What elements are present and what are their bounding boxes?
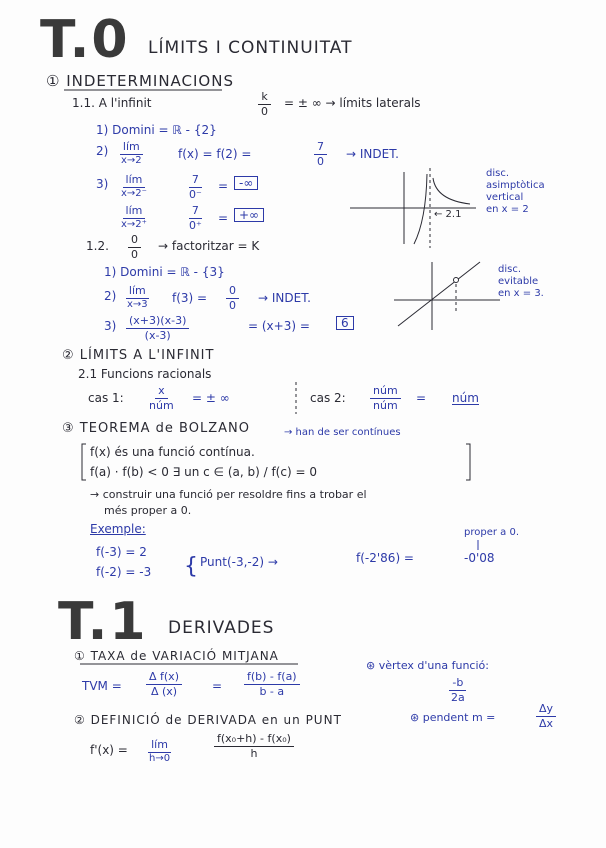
fraction-0-over-0-b: $\frac{0}{0}$	[226, 284, 239, 313]
tvm-label: TVM =	[82, 679, 122, 693]
subsection-rational-functions: 2.1 Funcions racionals	[78, 367, 212, 381]
step-2-fx: f(x) = f(2) =	[178, 147, 252, 161]
note-avoidable-discontinuity: disc. evitable en x = 3.	[498, 264, 544, 299]
example-f-minus3: f(-3) = 2	[96, 545, 147, 559]
fraction-7-over-0-minus: $\frac{7}{0^-}$	[189, 173, 202, 201]
limit-h-to-0: lím h→0	[149, 738, 171, 764]
case1-result: = ± ∞	[192, 391, 230, 405]
case2-equals: =	[416, 391, 427, 405]
simplified-expression: = (x+3) =	[248, 319, 310, 333]
step-2b-fx: f(3) =	[172, 291, 208, 305]
section-heading-bolzano: ③ TEOREMA de BOLZANO	[62, 421, 250, 436]
fraction-vertex: $\frac{-b}{2a}$	[451, 676, 465, 704]
fraction-difference-quotient: $\frac{\text{f(x₀+h) - f(x₀)}}{h}$	[214, 732, 294, 761]
graph1-right-branch	[433, 178, 470, 204]
step-2-label: 2)	[96, 144, 109, 158]
case2-label: cas 2:	[310, 391, 346, 405]
graph2-line	[398, 262, 480, 326]
tvm-equals: =	[212, 679, 223, 693]
step-domain-2: 1) Domini = ℝ - {3}	[104, 265, 225, 279]
fraction-k-over-0: $\frac{k}{0}$	[258, 90, 271, 119]
section-heading-tvm: ① TAXA de VARIACIÓ MITJANA	[74, 649, 279, 663]
fraction-factorized: $\frac{(x+3)(x-3)}{(x-3)}$	[126, 314, 189, 343]
example-point: Punt(-3,-2) →	[200, 555, 278, 569]
asymptote-graph	[350, 168, 476, 248]
step-3-label: 3)	[96, 177, 109, 191]
limit-x-to-3: lím x→3	[127, 284, 148, 310]
fraction-7-over-0-plus: $\frac{7}{0^+}$	[189, 204, 202, 232]
removable-graph	[394, 262, 500, 330]
section-heading-indeterminacions: ① INDETERMINACIONS	[46, 72, 234, 90]
bolzano-right-bracket	[466, 444, 470, 480]
subsection-1-2: 1.2.	[86, 239, 109, 253]
fraction-secant-slope: $\frac{f(b) - f(a)}{b - a}$	[244, 670, 300, 699]
lateral-limits-note: = ± ∞ → límits laterals	[284, 96, 421, 110]
case1-label: cas 1:	[88, 391, 124, 405]
example-f-value: f(-2'86) =	[356, 551, 414, 565]
subsection-1-1: 1.1. A l'infinit	[72, 96, 152, 110]
bolzano-procedure-1: → construir una funció per resoldre fins a trobar el	[90, 488, 367, 501]
bolzano-aside: → han de ser contínues	[284, 427, 401, 438]
example-result: -0'08	[464, 551, 495, 565]
bolzano-line2: f(a) · f(b) < 0 ∃ un c ∈ (a, b) / f(c) = 0	[90, 465, 317, 479]
step-3b-label: 3)	[104, 319, 117, 333]
derivative-label: f'(x) =	[90, 743, 128, 757]
result-six: 6	[336, 316, 354, 330]
indet-result-1: → INDET.	[346, 147, 399, 161]
graph1-left-branch	[414, 174, 427, 244]
limit-x-to-2-plus: lím x→2⁺	[121, 204, 147, 230]
equals-sign: =	[218, 211, 229, 225]
closest-to-zero-note: proper a 0.	[464, 527, 519, 538]
topic-title-t1: T.1	[58, 592, 148, 652]
example-label: Exemple:	[90, 522, 146, 536]
equals-sign: =	[218, 179, 229, 193]
topic-subtitle-t0: LÍMITS I CONTINUITAT	[148, 38, 353, 58]
bolzano-procedure-2: més proper a 0.	[104, 504, 192, 517]
step-2b-label: 2)	[104, 289, 117, 303]
fraction-x-over-num: x núm	[149, 384, 174, 412]
result-minus-infinity: -∞	[234, 176, 258, 190]
vertex-note: ⊛ vèrtex d'una funció:	[366, 659, 489, 672]
indet-result-2: → INDET.	[258, 291, 311, 305]
note-asymptotic-discontinuity: disc. asimptòtica vertical en x = 2	[486, 168, 545, 215]
topic-subtitle-t1: DERIVADES	[168, 618, 275, 638]
result-plus-infinity: +∞	[234, 208, 264, 222]
fraction-num-over-num: núm núm	[370, 384, 401, 413]
section-heading-limits-infinity: ② LÍMITS A L'INFINIT	[62, 348, 215, 363]
fraction-0-over-0: $\frac{0}{0}$	[128, 233, 141, 262]
limit-x-to-2: lím x→2	[121, 140, 142, 166]
brace-symbol: {	[184, 554, 198, 579]
case2-result: núm	[452, 391, 479, 405]
graph1-label: ← 2.1	[434, 209, 462, 220]
bolzano-line1: f(x) és una funció contínua.	[90, 445, 255, 459]
limit-x-to-2-minus: lím x→2⁻	[121, 173, 147, 199]
fraction-7-over-0: $\frac{7}{0}$	[314, 140, 327, 169]
fraction-delta-f-over-delta-x: $\frac{\text{Δ f(x)}}{\Delta (x)}$	[146, 670, 182, 699]
example-f-minus2: f(-2) = -3	[96, 565, 152, 579]
graph2-hole	[454, 278, 459, 283]
step-domain-1: 1) Domini = ℝ - {2}	[96, 123, 217, 137]
factorize-note: → factoritzar = K	[158, 239, 260, 253]
fraction-slope: $\frac{\Delta y}{\Delta x}$	[536, 702, 556, 731]
slope-note: ⊛ pendent m =	[410, 711, 496, 724]
bolzano-left-bracket	[82, 444, 86, 480]
section-heading-derivative: ② DEFINICIÓ de DERIVADA en un PUNT	[74, 713, 342, 727]
topic-title-t0: T.0	[40, 10, 130, 70]
